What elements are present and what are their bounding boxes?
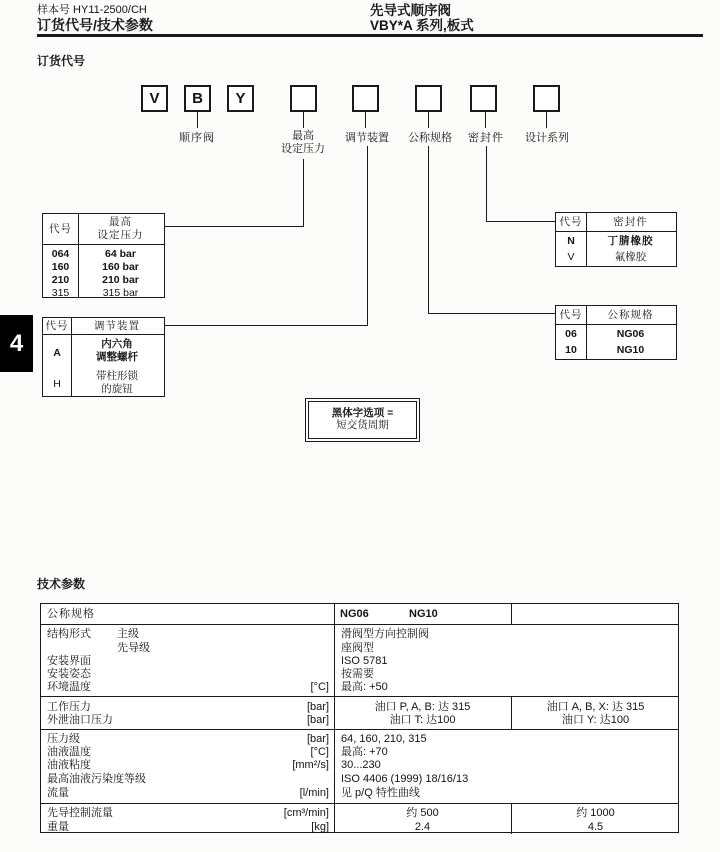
table-divider — [556, 231, 676, 232]
connector-line — [428, 146, 429, 314]
column-header: 设定压力 — [97, 229, 144, 241]
label-design-series: 设计系列 — [525, 132, 569, 144]
option-value: NG06 — [616, 328, 645, 340]
tech-row-value: ISO 4406 (1999) 18/16/13 — [341, 773, 469, 785]
option-code: 10 — [565, 344, 577, 356]
option-value: 调整螺杆 — [96, 351, 138, 363]
tech-row-label: 外泄油口压力 — [47, 714, 113, 726]
option-code: 160 — [51, 261, 70, 273]
tech-row-unit: [l/min] — [299, 787, 329, 799]
tech-row-label: 油液温度 — [47, 746, 91, 758]
option-value: 160 bar — [102, 261, 139, 273]
tech-header-ng10: NG10 — [409, 608, 438, 620]
connector-line — [303, 112, 304, 128]
tech-row-value-ng06: 油口 T: 达100 — [389, 714, 456, 726]
tech-row-unit: [bar] — [306, 701, 329, 713]
code-box-size — [415, 85, 442, 112]
tech-row-value: 滑阀型方向控制阀 — [341, 628, 429, 640]
option-code: 210 — [51, 274, 70, 286]
option-code: 315 — [51, 287, 70, 299]
connector-line — [546, 112, 547, 128]
option-value: 210 bar — [102, 274, 139, 286]
tech-row-unit: [bar] — [306, 733, 329, 745]
code-box-seal — [470, 85, 497, 112]
connector-line — [367, 146, 368, 326]
table-divider — [43, 244, 164, 245]
tech-row-value: 64, 160, 210, 315 — [341, 733, 427, 745]
option-value: 的旋钮 — [101, 383, 133, 395]
option-value: NG10 — [616, 344, 645, 356]
tech-row-value-ng10: 油口 Y: 达100 — [561, 714, 630, 726]
label-max-pressure-2: 设定压力 — [281, 143, 325, 155]
tech-row-unit: [°C] — [310, 746, 329, 758]
code-box-y: Y — [227, 85, 254, 112]
note-line-2: 短交货周期 — [336, 419, 389, 431]
tech-table — [40, 603, 679, 833]
code-box-b: B — [184, 85, 211, 112]
chapter-tab: 4 — [0, 315, 33, 372]
connector-line — [428, 313, 555, 314]
column-header: 密封件 — [613, 216, 648, 228]
option-value: 氟橡胶 — [614, 251, 647, 263]
table-divider — [556, 324, 676, 325]
header-rule — [37, 34, 703, 37]
option-value: 315 bar — [102, 287, 139, 299]
tech-row-value-ng10: 油口 A, B, X: 达 315 — [546, 701, 645, 713]
pressure-option-table — [42, 213, 165, 298]
bold-option-note — [305, 398, 420, 442]
column-header: 最高 — [109, 216, 132, 228]
label-adjustment: 调节装置 — [345, 132, 389, 144]
tech-row-label: 环境温度 — [47, 681, 91, 693]
tech-row-value: 见 p/Q 特性曲线 — [341, 787, 420, 799]
table-divider — [41, 696, 678, 697]
tech-row-label: 重量 — [47, 821, 69, 833]
tech-row-unit: [cm³/min] — [283, 807, 329, 819]
label-sequence-valve: 顺序阀 — [179, 132, 215, 144]
code-box-v: V — [141, 85, 168, 112]
table-divider — [511, 604, 512, 624]
option-value: 带柱形锁 — [96, 370, 138, 382]
connector-line — [303, 159, 304, 227]
product-series: VBY*A 系列,板式 — [370, 18, 474, 33]
table-divider — [41, 803, 678, 804]
tech-row-value-ng06: 2.4 — [414, 821, 431, 833]
connector-line — [485, 112, 486, 128]
option-code: H — [53, 378, 61, 390]
tech-row-label: 安装姿态 — [47, 668, 91, 680]
tech-row-label: 油液粘度 — [47, 759, 91, 771]
label-max-pressure-1: 最高 — [292, 130, 314, 142]
option-code: A — [53, 347, 61, 359]
tech-row-value: 座阀型 — [341, 642, 374, 654]
tech-row-value: 按需要 — [341, 668, 374, 680]
seal-option-table — [555, 212, 677, 267]
option-value: 丁腈橡胶 — [607, 235, 654, 247]
code-box-series — [533, 85, 560, 112]
catalog-number: 样本号 HY11-2500/CH — [37, 4, 147, 16]
connector-line — [486, 221, 555, 222]
code-box-pressure — [290, 85, 317, 112]
tech-row-value: ISO 5781 — [341, 655, 388, 667]
connector-line — [165, 226, 304, 227]
tech-row-unit: [°C] — [310, 681, 329, 693]
label-nominal-size: 公称规格 — [408, 132, 452, 144]
tech-row-unit: [kg] — [311, 821, 329, 833]
tech-row-unit: [bar] — [306, 714, 329, 726]
tech-header-label: 公称规格 — [47, 608, 95, 620]
column-header: 代号 — [45, 320, 69, 332]
tech-row-label: 先导控制流量 — [47, 807, 113, 819]
column-header: 公称规格 — [607, 309, 654, 321]
option-value: 64 bar — [105, 248, 136, 260]
tech-section-title: 技术参数 — [37, 577, 86, 591]
ordering-section-title: 订货代号 — [37, 54, 86, 68]
tech-row-sublabel: 先导级 — [117, 642, 150, 654]
tech-row-value-ng10: 4.5 — [587, 821, 604, 833]
table-divider — [41, 624, 678, 625]
product-title: 先导式顺序阀 — [370, 3, 451, 18]
adjustment-option-table — [42, 317, 165, 397]
connector-line — [365, 112, 366, 128]
tech-row-label: 流量 — [47, 787, 69, 799]
column-header: 代号 — [559, 309, 583, 321]
option-value: 内六角 — [101, 338, 133, 350]
label-seal: 密封件 — [468, 132, 504, 144]
tech-row-label: 结构形式 — [47, 628, 91, 640]
table-divider — [43, 334, 164, 335]
note-line-1: 黑体字选项 = — [331, 407, 394, 419]
tech-row-label: 安装界面 — [47, 655, 91, 667]
connector-line — [165, 325, 368, 326]
tech-row-value-ng06: 油口 P, A, B: 达 315 — [374, 701, 471, 713]
option-code: 06 — [565, 328, 577, 340]
tech-row-label: 最高油液污染度等级 — [47, 773, 146, 785]
column-header: 代号 — [49, 223, 72, 235]
column-header: 代号 — [559, 216, 583, 228]
table-divider — [41, 729, 678, 730]
tech-row-value-ng06: 约 500 — [406, 807, 439, 819]
connector-line — [428, 112, 429, 128]
tech-header-ng06: NG06 — [340, 608, 369, 620]
page-title: 订货代号/技术参数 — [37, 17, 153, 33]
tech-row-value: 30...230 — [341, 759, 381, 771]
option-code: V — [567, 251, 575, 263]
size-option-table — [555, 305, 677, 360]
tech-row-label: 工作压力 — [47, 701, 91, 713]
bold-option-note-inner — [308, 401, 417, 439]
tech-row-value-ng10: 约 1000 — [576, 807, 615, 819]
tech-row-sublabel: 主级 — [117, 628, 139, 640]
tech-row-value: 最高: +50 — [341, 681, 388, 693]
tech-row-unit: [mm²/s] — [292, 759, 329, 771]
connector-line — [486, 146, 487, 222]
option-code: N — [567, 235, 575, 247]
connector-line — [197, 112, 198, 128]
tech-row-value: 最高: +70 — [341, 746, 388, 758]
column-header: 调节装置 — [94, 320, 140, 332]
code-box-adjustment — [352, 85, 379, 112]
option-code: 064 — [51, 248, 70, 260]
tech-row-label: 压力级 — [47, 733, 80, 745]
